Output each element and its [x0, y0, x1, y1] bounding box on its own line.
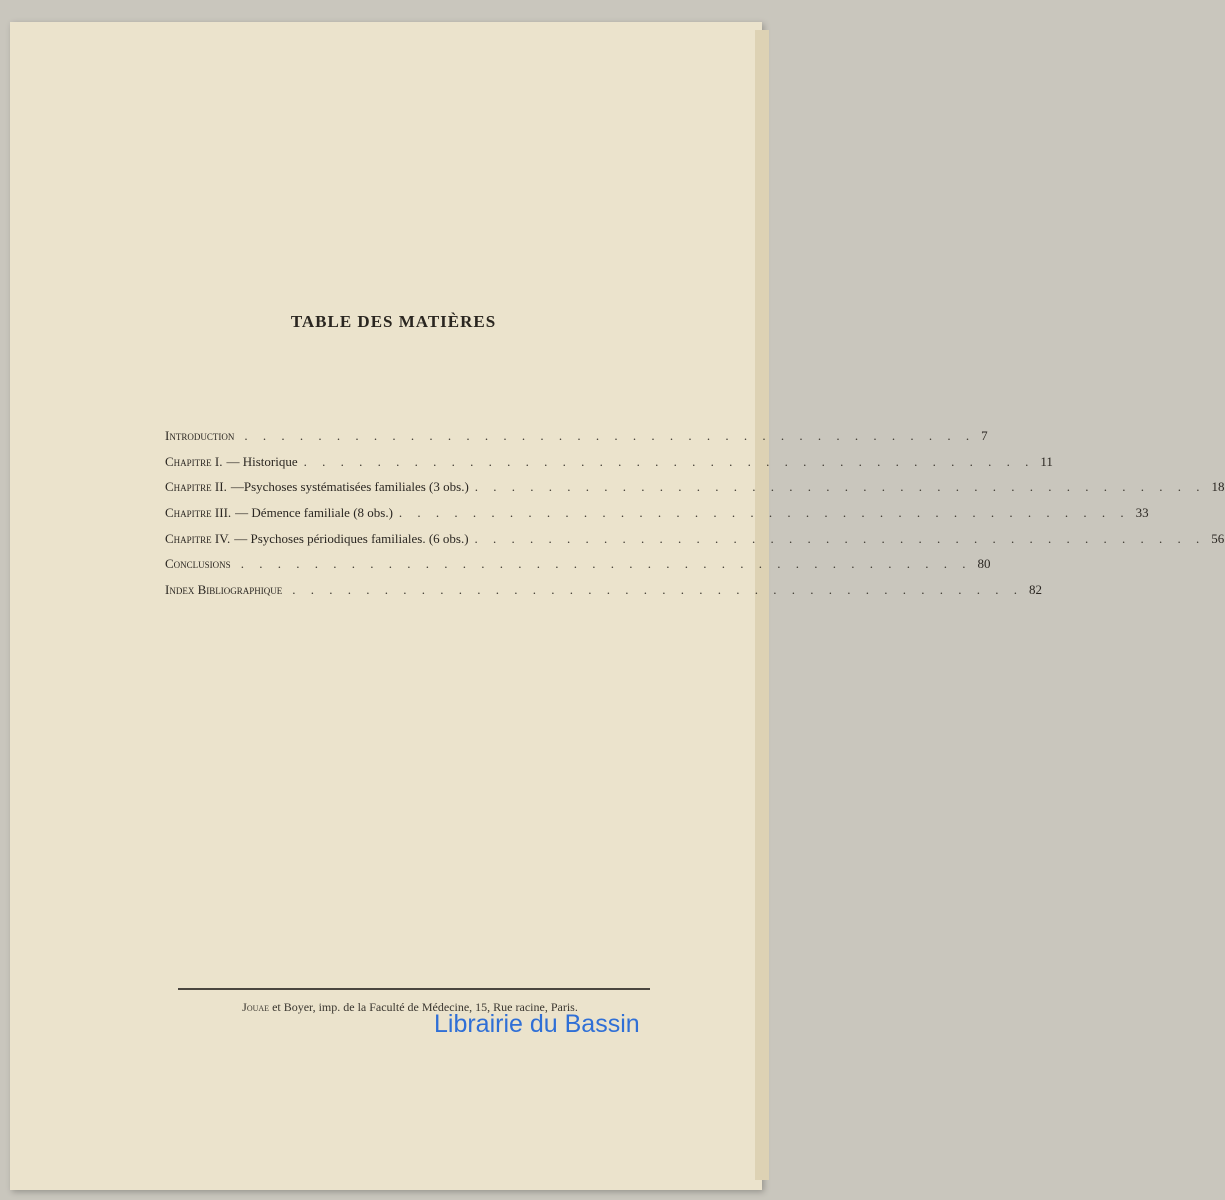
toc-entry-label: Chapitre II. [165, 479, 227, 495]
bookseller-watermark: Librairie du Bassin [434, 1010, 640, 1038]
toc-leader-dots: . . . . . . . . . . . . . . . . . . . . . . . . . . . . . . . . . . . . . . . . [398, 505, 1130, 521]
toc-leader-dots: . . . . . . . . . . . . . . . . . . . . . . . . . . . . . . . . . . . . . . . . [240, 556, 972, 572]
table-of-contents [165, 428, 1225, 608]
toc-entry-label: Chapitre IV. [165, 530, 231, 546]
toc-entry [165, 505, 1149, 531]
toc-entry-page: 80 [977, 556, 991, 572]
toc-entry-label: Introduction [165, 428, 235, 443]
toc-entry-page: 11 [1040, 453, 1053, 469]
toc-entry [165, 453, 1053, 480]
toc-entry [165, 556, 991, 582]
toc-entry-page: 56 [1211, 530, 1225, 546]
toc-leader-dots: . . . . . . . . . . . . . . . . . . . . . . . . . . . . . . . . . . . . . . . . [474, 530, 1206, 546]
toc-entry-title: —Psychoses systématisées familiales (3 obs.) [230, 479, 469, 495]
toc-entry [165, 530, 1225, 557]
toc-leader-dots: . . . . . . . . . . . . . . . . . . . . . . . . . . . . . . . . . . . . . . . . [244, 428, 976, 443]
document-title: TABLE DES MATIÈRES [290, 312, 497, 331]
toc-entry-label: Conclusions [165, 556, 231, 572]
toc-entry-label: Chapitre III. [165, 505, 232, 521]
page-spine-edge [755, 30, 769, 1180]
printer-name: Jouae [242, 1000, 270, 1014]
toc-entry-page: 7 [981, 428, 988, 443]
toc-entry-title: — Historique [226, 453, 298, 469]
toc-entry-label: Index Bibliographique [165, 582, 283, 598]
toc-entry-page: 18 [1211, 479, 1225, 495]
footer-rule [178, 988, 650, 990]
toc-entry [165, 479, 1225, 505]
toc-entry-page: 82 [1029, 582, 1042, 598]
toc-entry-page: 33 [1135, 505, 1149, 521]
toc-leader-dots: . . . . . . . . . . . . . . . . . . . . . . . . . . . . . . . . . . . . . . . . [303, 453, 1035, 469]
toc-entry-title: — Psychoses périodiques familiales. (6 obs.) [234, 530, 469, 546]
toc-entry [165, 428, 988, 454]
printer-details: et Boyer, imp. de la Faculté de Médecine, 15, Rue racine, Paris. [272, 1000, 578, 1014]
toc-entry-label: Chapitre I. [165, 453, 223, 469]
toc-leader-dots: . . . . . . . . . . . . . . . . . . . . . . . . . . . . . . . . . . . . . . . . [292, 582, 1023, 598]
toc-entry [165, 582, 1042, 608]
toc-leader-dots: . . . . . . . . . . . . . . . . . . . . . . . . . . . . . . . . . . . . . . . . [474, 479, 1206, 495]
toc-entry-title: — Démence familiale (8 obs.) [235, 505, 393, 521]
